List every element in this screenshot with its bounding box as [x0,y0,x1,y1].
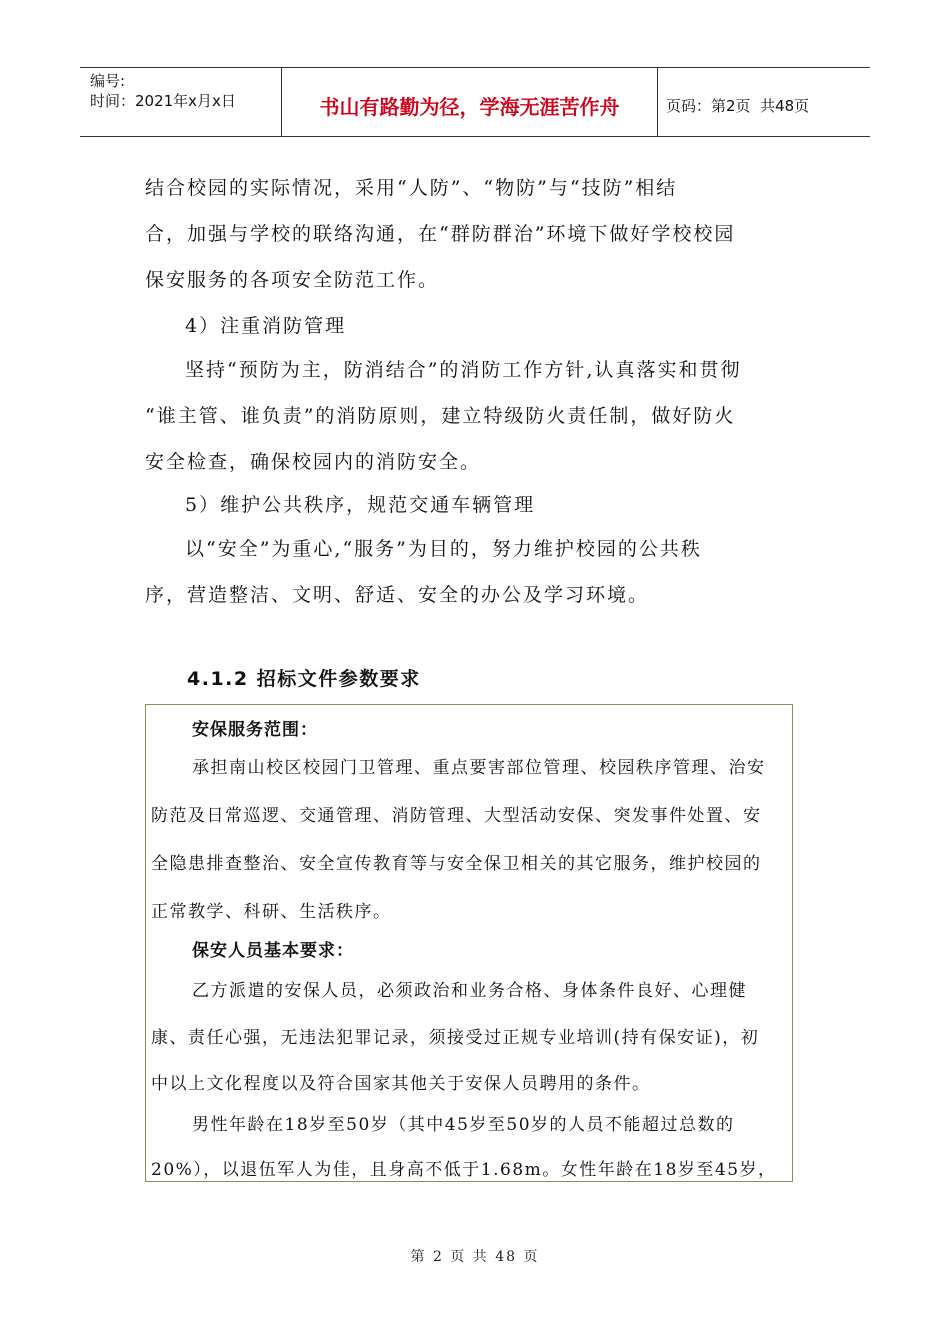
box-text-line: 20%），以退伍军人为佳，且身高不低于1.68m。女性年龄在18岁至45岁， [151,1160,777,1180]
paragraph-line: 坚持“预防为主，防消结合”的消防工作方针,认真落实和贯彻 [185,359,742,381]
section-heading: 4.1.2 招标文件参数要求 [187,668,421,690]
box-text-line: 防范及日常巡逻、交通管理、消防管理、大型活动安保、突发事件处置、安 [151,806,762,826]
scope-title: 安保服务范围： [192,720,318,740]
paragraph-line: “谁主管、谁负责”的消防原则，建立特级防火责任制，做好防火 [145,405,736,427]
box-text-line: 康、责任心强，无违法犯罪记录，须接受过正规专业培训(持有保安证)，初 [151,1028,760,1048]
page-header [80,67,870,137]
box-text-line: 正常教学、科研、生活秩序。 [151,902,392,922]
header-page-info [658,68,870,136]
box-text-line: 承担南山校区校园门卫管理、重点要害部位管理、校园秩序管理、治安 [192,758,766,778]
header-meta [80,68,282,136]
document-time-label: 时间：2021年x月x日 [90,92,236,110]
document-number-label: 编号: [90,72,126,90]
requirements-box [145,704,793,1182]
page-footer: 第 2 页 共 48 页 [410,1249,540,1265]
box-text-line: 男性年龄在18岁至50岁（其中45岁至50岁的人员不能超过总数的 [192,1115,735,1135]
requirements-title: 保安人员基本要求： [192,941,354,961]
box-text-line: 全隐患排查整治、安全宣传教育等与安全保卫相关的其它服务，维护校园的 [151,854,762,874]
list-item-title: 5）维护公共秩序，规范交通车辆管理 [185,494,536,516]
paragraph-line: 保安服务的各项安全防范工作。 [145,269,440,291]
paragraph-line: 结合校园的实际情况，采用“人防”、“物防”与“技防”相结 [145,177,678,199]
box-text-line: 中以上文化程度以及符合国家其他关于安保人员聘用的条件。 [151,1074,651,1094]
header-page-info-text: 页码：第2页 共48页 [666,96,810,115]
box-text-line: 乙方派遣的安保人员，必须政治和业务合格、身体条件良好、心理健 [192,981,747,1001]
header-motto: 书山有路勤为径，学海无涯苦作舟 [282,68,658,136]
paragraph-line: 序，营造整洁、文明、舒适、安全的办公及学习环境。 [145,584,650,606]
paragraph-line: 以“安全”为重心,“服务”为目的，努力维护校园的公共秩 [185,538,702,560]
paragraph-line: 合，加强与学校的联络沟通，在“群防群治”环境下做好学校校园 [145,223,736,245]
paragraph-line: 安全检查，确保校园内的消防安全。 [145,451,482,473]
list-item-title: 4）注重消防管理 [185,315,347,337]
